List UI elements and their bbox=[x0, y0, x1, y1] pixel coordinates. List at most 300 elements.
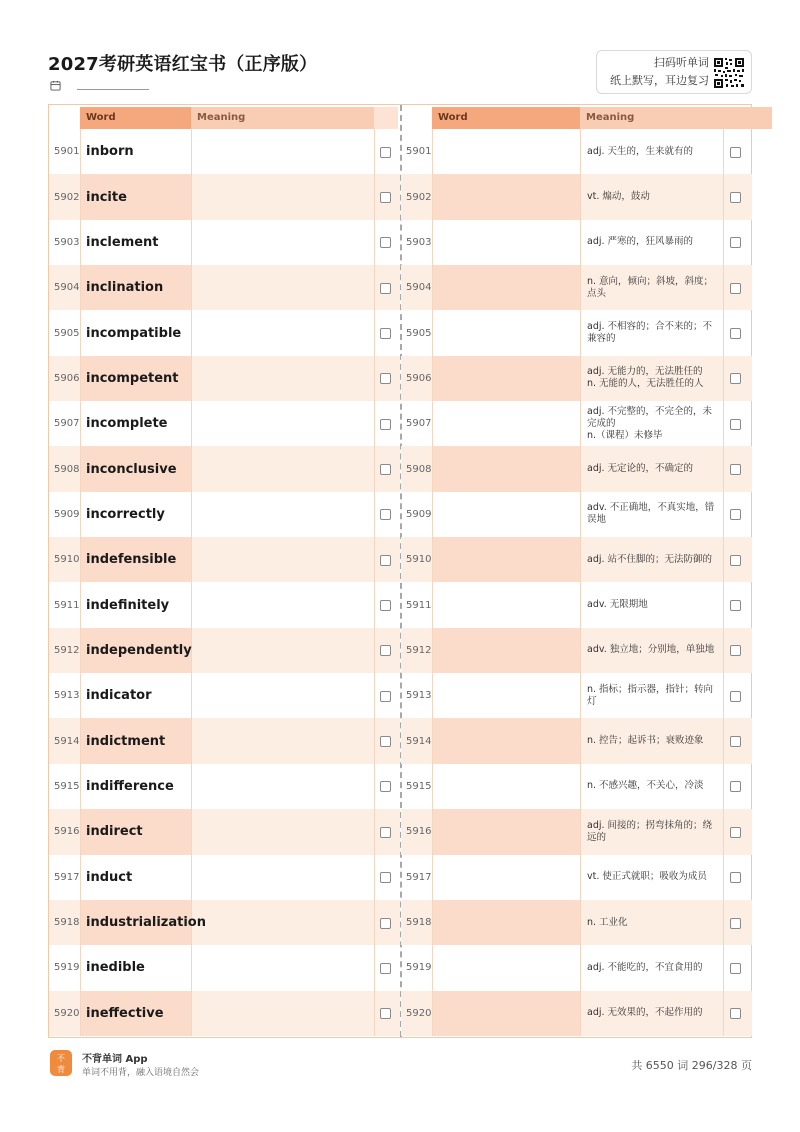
mastered-checkbox[interactable] bbox=[380, 419, 391, 430]
table-header bbox=[401, 107, 752, 129]
table-row bbox=[401, 628, 752, 673]
word-number: 5902 bbox=[406, 191, 432, 203]
cell-divider bbox=[191, 945, 192, 990]
word-text: inborn bbox=[86, 144, 134, 160]
cell-divider bbox=[191, 401, 192, 446]
word-number: 5909 bbox=[54, 508, 80, 520]
table-row bbox=[401, 809, 752, 854]
meaning-text: adj. 站不住脚的；无法防御的 bbox=[587, 553, 713, 565]
cell-divider bbox=[580, 900, 581, 945]
cell-divider bbox=[191, 537, 192, 582]
word-number: 5915 bbox=[54, 780, 80, 792]
word-number: 5913 bbox=[406, 690, 432, 702]
cell-divider bbox=[191, 129, 192, 174]
word-text: inedible bbox=[86, 960, 145, 976]
mastered-checkbox[interactable] bbox=[380, 963, 391, 974]
mastered-checkbox[interactable] bbox=[380, 600, 391, 611]
cell-divider bbox=[80, 628, 81, 673]
table-row bbox=[401, 401, 752, 446]
mastered-checkbox[interactable] bbox=[380, 283, 391, 294]
cell-divider bbox=[80, 401, 81, 446]
cell-divider bbox=[432, 310, 433, 355]
word-number: 5906 bbox=[406, 372, 432, 384]
cell-divider bbox=[580, 855, 581, 900]
meaning-text: adv. 无限期地 bbox=[587, 599, 648, 611]
cell-divider bbox=[723, 809, 724, 854]
cell-divider bbox=[432, 492, 433, 537]
cell-divider bbox=[432, 900, 433, 945]
mastered-checkbox[interactable] bbox=[730, 645, 741, 656]
table-row bbox=[401, 764, 752, 809]
mastered-checkbox[interactable] bbox=[730, 464, 741, 475]
table-row bbox=[49, 129, 400, 174]
table-row bbox=[49, 220, 400, 265]
cell-divider bbox=[723, 401, 724, 446]
word-text: indicator bbox=[86, 688, 152, 704]
table-row bbox=[401, 945, 752, 990]
word-number: 5913 bbox=[54, 690, 80, 702]
cell-divider bbox=[191, 582, 192, 627]
word-number: 5908 bbox=[54, 463, 80, 475]
mastered-checkbox[interactable] bbox=[730, 1008, 741, 1019]
table-row bbox=[401, 174, 752, 219]
word-text: indefensible bbox=[86, 552, 177, 568]
cell-divider bbox=[374, 945, 375, 990]
word-number: 5920 bbox=[406, 1007, 432, 1019]
word-number: 5912 bbox=[406, 644, 432, 656]
table-row bbox=[401, 220, 752, 265]
cell-divider bbox=[374, 537, 375, 582]
word-number: 5906 bbox=[54, 372, 80, 384]
meaning-text: n. 意向，倾向；斜坡，斜度；点头 bbox=[587, 275, 714, 299]
word-text: industrialization bbox=[86, 915, 206, 931]
mastered-checkbox[interactable] bbox=[730, 736, 741, 747]
table-row bbox=[49, 356, 400, 401]
mastered-checkbox[interactable] bbox=[380, 736, 391, 747]
word-number: 5917 bbox=[406, 871, 432, 883]
cell-divider bbox=[80, 537, 81, 582]
cell-divider bbox=[374, 582, 375, 627]
table-row bbox=[49, 900, 400, 945]
word-blank-cell bbox=[432, 718, 580, 763]
word-text: incite bbox=[86, 189, 127, 205]
word-blank-cell bbox=[432, 401, 580, 446]
cell-divider bbox=[723, 582, 724, 627]
mastered-checkbox[interactable] bbox=[730, 147, 741, 158]
cell-divider bbox=[374, 855, 375, 900]
mastered-checkbox[interactable] bbox=[380, 872, 391, 883]
cell-divider bbox=[191, 265, 192, 310]
meaning-text: n. 控告；起诉书；衰败迹象 bbox=[587, 735, 704, 747]
word-blank-cell bbox=[432, 220, 580, 265]
meaning-text: adj. 严寒的，狂风暴雨的 bbox=[587, 236, 694, 248]
table-row bbox=[401, 356, 752, 401]
word-blank-cell bbox=[432, 265, 580, 310]
word-number: 5907 bbox=[406, 418, 432, 430]
cell-divider bbox=[432, 718, 433, 763]
cell-divider bbox=[580, 401, 581, 446]
mastered-checkbox[interactable] bbox=[380, 464, 391, 475]
meaning-text: vt. 煽动，鼓动 bbox=[587, 191, 650, 203]
mastered-checkbox[interactable] bbox=[380, 192, 391, 203]
cell-divider bbox=[191, 855, 192, 900]
word-number: 5918 bbox=[406, 917, 432, 929]
word-text: incompetent bbox=[86, 370, 179, 386]
table-row bbox=[401, 129, 752, 174]
word-blank-cell bbox=[432, 537, 580, 582]
meaning-text: adj. 无定论的，不确定的 bbox=[587, 463, 694, 475]
mastered-checkbox[interactable] bbox=[730, 192, 741, 203]
app-logo-icon bbox=[50, 1050, 72, 1076]
word-text: inconclusive bbox=[86, 461, 177, 477]
word-number: 5914 bbox=[54, 735, 80, 747]
mastered-checkbox[interactable] bbox=[730, 963, 741, 974]
table-row bbox=[401, 991, 752, 1036]
meaning-column-half bbox=[401, 105, 752, 1037]
cell-divider bbox=[723, 310, 724, 355]
meaning-text: n. 不感兴趣，不关心，冷淡 bbox=[587, 780, 704, 792]
word-text: independently bbox=[86, 642, 192, 658]
cell-divider bbox=[580, 991, 581, 1036]
mastered-checkbox[interactable] bbox=[730, 283, 741, 294]
app-logo-char: 背 bbox=[57, 1065, 65, 1074]
mastered-checkbox[interactable] bbox=[730, 691, 741, 702]
cell-divider bbox=[80, 900, 81, 945]
word-blank-cell bbox=[432, 628, 580, 673]
cell-divider bbox=[80, 265, 81, 310]
word-blank-cell bbox=[432, 764, 580, 809]
mastered-checkbox[interactable] bbox=[730, 237, 741, 248]
check-column-header bbox=[374, 107, 398, 129]
cell-divider bbox=[580, 628, 581, 673]
meaning-column-header: Meaning bbox=[580, 107, 772, 129]
mastered-checkbox[interactable] bbox=[380, 328, 391, 339]
cell-divider bbox=[80, 446, 81, 491]
cell-divider bbox=[374, 265, 375, 310]
word-number: 5910 bbox=[54, 554, 80, 566]
word-number: 5914 bbox=[406, 735, 432, 747]
cell-divider bbox=[432, 401, 433, 446]
cell-divider bbox=[580, 673, 581, 718]
cell-divider bbox=[580, 582, 581, 627]
cell-divider bbox=[374, 220, 375, 265]
qr-code-icon[interactable] bbox=[713, 57, 745, 89]
word-text: ineffective bbox=[86, 1005, 164, 1021]
cell-divider bbox=[80, 310, 81, 355]
word-number: 5916 bbox=[406, 826, 432, 838]
table-row bbox=[49, 265, 400, 310]
mastered-checkbox[interactable] bbox=[380, 509, 391, 520]
word-number: 5910 bbox=[406, 554, 432, 566]
cell-divider bbox=[374, 401, 375, 446]
cell-divider bbox=[374, 356, 375, 401]
calendar-icon bbox=[50, 80, 61, 91]
cell-divider bbox=[374, 446, 375, 491]
app-slogan: 单词不用背，融入语境自然会 bbox=[82, 1068, 200, 1078]
cell-divider bbox=[80, 809, 81, 854]
page-title: 2027考研英语红宝书（正序版） bbox=[48, 54, 318, 75]
word-column-header: Word bbox=[432, 107, 580, 129]
word-number: 5902 bbox=[54, 191, 80, 203]
cell-divider bbox=[723, 537, 724, 582]
cell-divider bbox=[374, 129, 375, 174]
mastered-checkbox[interactable] bbox=[730, 827, 741, 838]
meaning-column-header: Meaning bbox=[191, 107, 374, 129]
cell-divider bbox=[191, 446, 192, 491]
word-text: incomplete bbox=[86, 416, 168, 432]
cell-divider bbox=[80, 582, 81, 627]
mastered-checkbox[interactable] bbox=[380, 827, 391, 838]
cell-divider bbox=[723, 356, 724, 401]
meaning-text: adj. 不相容的；合不来的；不兼容的 bbox=[587, 321, 713, 345]
mastered-checkbox[interactable] bbox=[730, 918, 741, 929]
cell-divider bbox=[191, 220, 192, 265]
cell-divider bbox=[432, 356, 433, 401]
date-field bbox=[50, 80, 149, 91]
table-row bbox=[49, 628, 400, 673]
table-row bbox=[401, 492, 752, 537]
cell-divider bbox=[432, 855, 433, 900]
word-number: 5920 bbox=[54, 1007, 80, 1019]
cell-divider bbox=[374, 900, 375, 945]
table-row bbox=[49, 991, 400, 1036]
mastered-checkbox[interactable] bbox=[380, 1008, 391, 1019]
cell-divider bbox=[432, 129, 433, 174]
mastered-checkbox[interactable] bbox=[380, 918, 391, 929]
promo-line-2: 纸上默写，耳边复习 bbox=[610, 74, 709, 87]
cell-divider bbox=[374, 764, 375, 809]
cell-divider bbox=[191, 174, 192, 219]
table-row bbox=[49, 401, 400, 446]
cell-divider bbox=[580, 356, 581, 401]
cell-divider bbox=[191, 764, 192, 809]
cell-divider bbox=[723, 945, 724, 990]
cell-divider bbox=[374, 809, 375, 854]
cell-divider bbox=[80, 174, 81, 219]
word-number: 5911 bbox=[406, 599, 432, 611]
cell-divider bbox=[580, 220, 581, 265]
table-row bbox=[401, 900, 752, 945]
mastered-checkbox[interactable] bbox=[730, 328, 741, 339]
mastered-checkbox[interactable] bbox=[730, 600, 741, 611]
cell-divider bbox=[432, 991, 433, 1036]
cell-divider bbox=[191, 356, 192, 401]
word-number: 5905 bbox=[406, 327, 432, 339]
table-row bbox=[401, 310, 752, 355]
word-number: 5919 bbox=[406, 962, 432, 974]
cell-divider bbox=[432, 537, 433, 582]
table-row bbox=[49, 673, 400, 718]
word-text: indifference bbox=[86, 778, 174, 794]
table-header bbox=[49, 107, 400, 129]
mastered-checkbox[interactable] bbox=[730, 781, 741, 792]
word-number: 5909 bbox=[406, 508, 432, 520]
cell-divider bbox=[580, 764, 581, 809]
word-number: 5908 bbox=[406, 463, 432, 475]
word-blank-cell bbox=[432, 310, 580, 355]
mastered-checkbox[interactable] bbox=[380, 373, 391, 384]
app-name: 不背单词 App bbox=[82, 1054, 148, 1065]
cell-divider bbox=[723, 265, 724, 310]
cell-divider bbox=[80, 129, 81, 174]
table-row bbox=[49, 174, 400, 219]
cell-divider bbox=[80, 673, 81, 718]
mastered-checkbox[interactable] bbox=[380, 645, 391, 656]
word-text: indictment bbox=[86, 733, 166, 749]
cell-divider bbox=[580, 537, 581, 582]
cell-divider bbox=[580, 174, 581, 219]
word-number: 5904 bbox=[406, 282, 432, 294]
word-number: 5915 bbox=[406, 780, 432, 792]
cell-divider bbox=[723, 174, 724, 219]
cell-divider bbox=[191, 809, 192, 854]
meaning-text: adv. 独立地；分别地，单独地 bbox=[587, 644, 715, 656]
app-logo-char: 不 bbox=[57, 1054, 65, 1063]
cell-divider bbox=[374, 174, 375, 219]
cell-divider bbox=[580, 809, 581, 854]
meaning-rows bbox=[401, 129, 752, 1036]
meaning-text: adj. 不完整的，不完全的，未完成的 n.（课程）未修毕 bbox=[587, 405, 713, 441]
cell-divider bbox=[723, 628, 724, 673]
cell-divider bbox=[374, 310, 375, 355]
cell-divider bbox=[191, 492, 192, 537]
table-row bbox=[49, 446, 400, 491]
cell-divider bbox=[723, 129, 724, 174]
table-row bbox=[401, 537, 752, 582]
word-blank-cell bbox=[432, 446, 580, 491]
word-number: 5916 bbox=[54, 826, 80, 838]
word-text: indefinitely bbox=[86, 597, 170, 613]
promo-line-1: 扫码听单词 bbox=[654, 56, 709, 69]
word-blank-cell bbox=[432, 991, 580, 1036]
table-row bbox=[49, 310, 400, 355]
table-row bbox=[49, 582, 400, 627]
mastered-checkbox[interactable] bbox=[730, 373, 741, 384]
page-info: 共 6550 词 296/328 页 bbox=[631, 1059, 752, 1072]
word-text: indirect bbox=[86, 824, 143, 840]
table-row bbox=[401, 265, 752, 310]
word-blank-cell bbox=[432, 174, 580, 219]
cell-divider bbox=[374, 492, 375, 537]
cell-divider bbox=[723, 492, 724, 537]
word-number: 5918 bbox=[54, 917, 80, 929]
table-row bbox=[49, 492, 400, 537]
word-blank-cell bbox=[432, 809, 580, 854]
word-blank-cell bbox=[432, 582, 580, 627]
mastered-checkbox[interactable] bbox=[380, 691, 391, 702]
word-text: induct bbox=[86, 869, 133, 885]
cell-divider bbox=[723, 991, 724, 1036]
table-row bbox=[401, 855, 752, 900]
mastered-checkbox[interactable] bbox=[380, 781, 391, 792]
word-blank-cell bbox=[432, 492, 580, 537]
cell-divider bbox=[432, 945, 433, 990]
table-row bbox=[49, 855, 400, 900]
cell-divider bbox=[191, 673, 192, 718]
word-blank-cell bbox=[432, 673, 580, 718]
cell-divider bbox=[432, 628, 433, 673]
cell-divider bbox=[580, 310, 581, 355]
table-row bbox=[49, 764, 400, 809]
cell-divider bbox=[723, 900, 724, 945]
cell-divider bbox=[191, 718, 192, 763]
word-column-half bbox=[49, 105, 400, 1037]
meaning-text: adj. 间接的；拐弯抹角的；绕远的 bbox=[587, 819, 713, 843]
word-blank-cell bbox=[432, 855, 580, 900]
mastered-checkbox[interactable] bbox=[380, 555, 391, 566]
cell-divider bbox=[432, 174, 433, 219]
cell-divider bbox=[80, 991, 81, 1036]
cell-divider bbox=[374, 628, 375, 673]
cell-divider bbox=[80, 356, 81, 401]
cell-divider bbox=[580, 718, 581, 763]
cell-divider bbox=[374, 673, 375, 718]
cell-divider bbox=[80, 855, 81, 900]
mastered-checkbox[interactable] bbox=[380, 237, 391, 248]
cell-divider bbox=[374, 718, 375, 763]
word-text: incorrectly bbox=[86, 506, 165, 522]
word-column-header: Word bbox=[80, 107, 191, 129]
word-number: 5917 bbox=[54, 871, 80, 883]
word-blank-cell bbox=[432, 129, 580, 174]
word-text: inclement bbox=[86, 234, 159, 250]
word-number: 5904 bbox=[54, 282, 80, 294]
table-row bbox=[401, 673, 752, 718]
cell-divider bbox=[432, 764, 433, 809]
mastered-checkbox[interactable] bbox=[730, 419, 741, 430]
word-blank-cell bbox=[432, 945, 580, 990]
meaning-text: adj. 天生的，生来就有的 bbox=[587, 145, 694, 157]
word-number: 5901 bbox=[54, 146, 80, 158]
word-blank-cell bbox=[432, 900, 580, 945]
audio-promo-box bbox=[596, 50, 752, 94]
mastered-checkbox[interactable] bbox=[380, 147, 391, 158]
cell-divider bbox=[80, 220, 81, 265]
cell-divider bbox=[723, 220, 724, 265]
meaning-text: n. 指标；指示器，指针；转向灯 bbox=[587, 683, 714, 707]
cell-divider bbox=[80, 764, 81, 809]
word-number: 5919 bbox=[54, 962, 80, 974]
cell-divider bbox=[580, 492, 581, 537]
mastered-checkbox[interactable] bbox=[730, 555, 741, 566]
word-number: 5903 bbox=[54, 236, 80, 248]
cell-divider bbox=[80, 492, 81, 537]
cell-divider bbox=[580, 265, 581, 310]
mastered-checkbox[interactable] bbox=[730, 872, 741, 883]
meaning-text: adv. 不正确地，不真实地，错误地 bbox=[587, 502, 715, 526]
word-number: 5907 bbox=[54, 418, 80, 430]
cell-divider bbox=[432, 220, 433, 265]
cell-divider bbox=[723, 446, 724, 491]
word-number: 5905 bbox=[54, 327, 80, 339]
meaning-text: vt. 使正式就职；吸收为成员 bbox=[587, 871, 707, 883]
word-rows bbox=[49, 129, 400, 1036]
cell-divider bbox=[432, 582, 433, 627]
cell-divider bbox=[580, 945, 581, 990]
word-sheet bbox=[48, 104, 752, 1038]
cell-divider bbox=[723, 764, 724, 809]
table-row bbox=[49, 537, 400, 582]
cell-divider bbox=[723, 855, 724, 900]
word-text: incompatible bbox=[86, 325, 182, 341]
table-row bbox=[401, 446, 752, 491]
cell-divider bbox=[191, 991, 192, 1036]
meaning-text: adj. 不能吃的，不宜食用的 bbox=[587, 961, 703, 973]
cell-divider bbox=[374, 991, 375, 1036]
table-row bbox=[49, 718, 400, 763]
word-number: 5903 bbox=[406, 236, 432, 248]
mastered-checkbox[interactable] bbox=[730, 509, 741, 520]
